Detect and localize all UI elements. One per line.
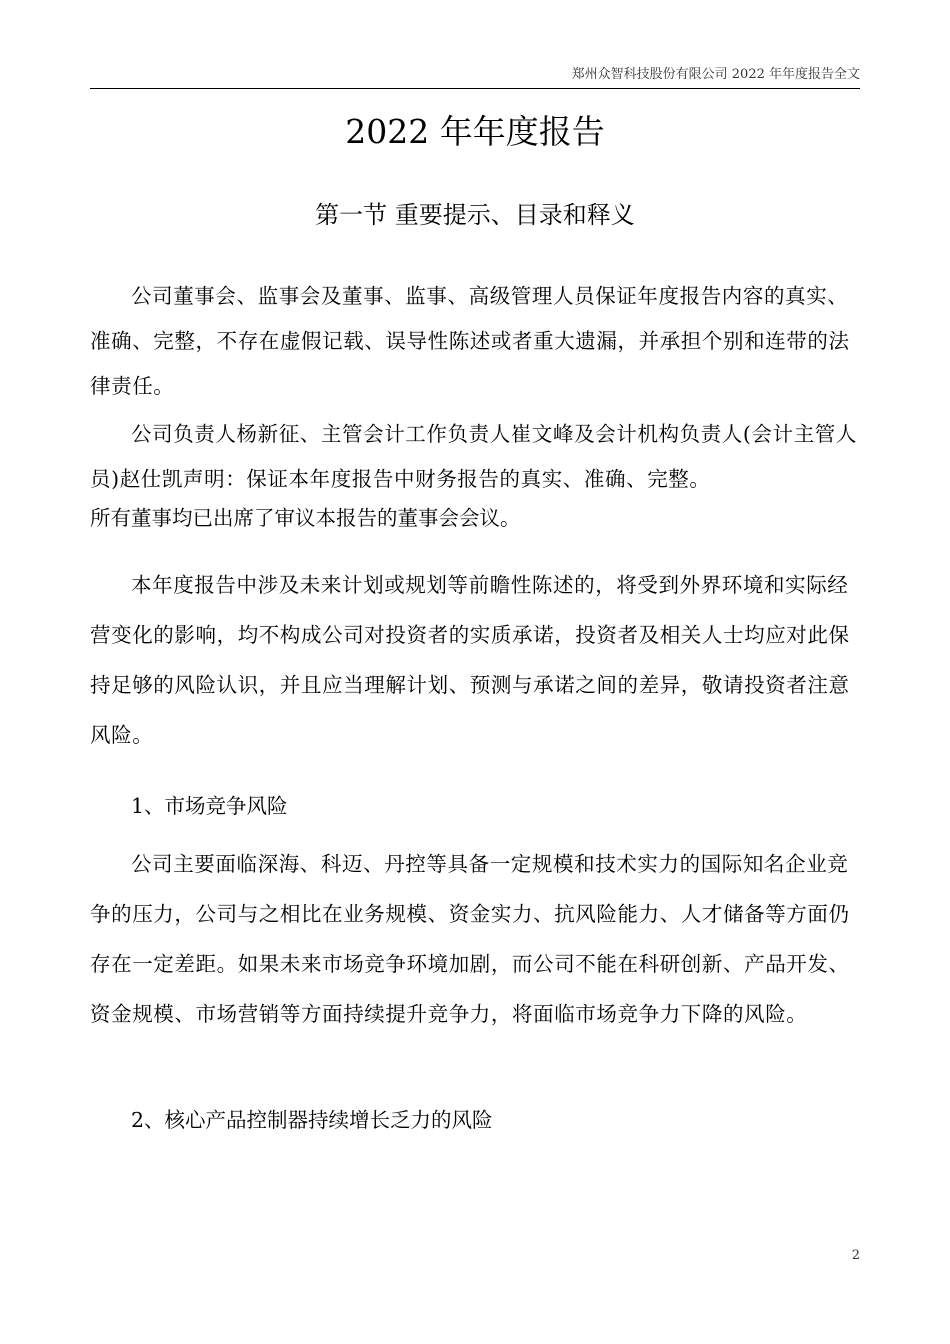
header-divider (90, 88, 860, 89)
forward-looking-statement-paragraph: 本年度报告中涉及未来计划或规划等前瞻性陈述的，将受到外界环境和实际经营变化的影响，均不构成公司对投资者的实质承诺，投资者及相关人士均应对此保持足够的风险认识，并且应当理解计划、预测与承诺之间的差异，敬请投资者注意风险。 (90, 573, 850, 747)
report-title: 2022 年年度报告 (345, 112, 605, 151)
responsible-persons-statement-paragraph: 公司负责人杨新征、主管会计工作负责人崔文峰及会计机构负责人(会计主管人员)赵仕凯声明：保证本年度报告中财务报告的真实、准确、完整。 (90, 422, 857, 491)
risk-heading: 1、市场竞争风险 (131, 794, 288, 818)
risk-body: 公司主要面临深海、科迈、丹控等具备一定规模和技术实力的国际知名企业竞争的压力，公司与之相比在业务规模、资金实力、抗风险能力、人才储备等方面仍存在一定差距。如果未来市场竞争环境加剧，而公司不能在科研创新、产品开发、资金规模、市场营销等方面持续提升竞争力，将面临市场竞争力下降的风险。 (90, 852, 850, 1026)
section-title: 第一节 重要提示、目录和释义 (315, 201, 635, 229)
page-number: 2 (851, 1248, 860, 1263)
board-attendance-paragraph: 所有董事均已出席了审议本报告的董事会会议。 (90, 506, 521, 530)
risk-heading: 2、核心产品控制器持续增长乏力的风险 (131, 1108, 493, 1132)
board-statement-paragraph: 公司董事会、监事会及董事、监事、高级管理人员保证年度报告内容的真实、准确、完整，不存在虚假记载、误导性陈述或者重大遗漏，并承担个别和连带的法律责任。 (90, 284, 850, 398)
running-header: 郑州众智科技股份有限公司 2022 年年度报告全文 (571, 67, 860, 82)
